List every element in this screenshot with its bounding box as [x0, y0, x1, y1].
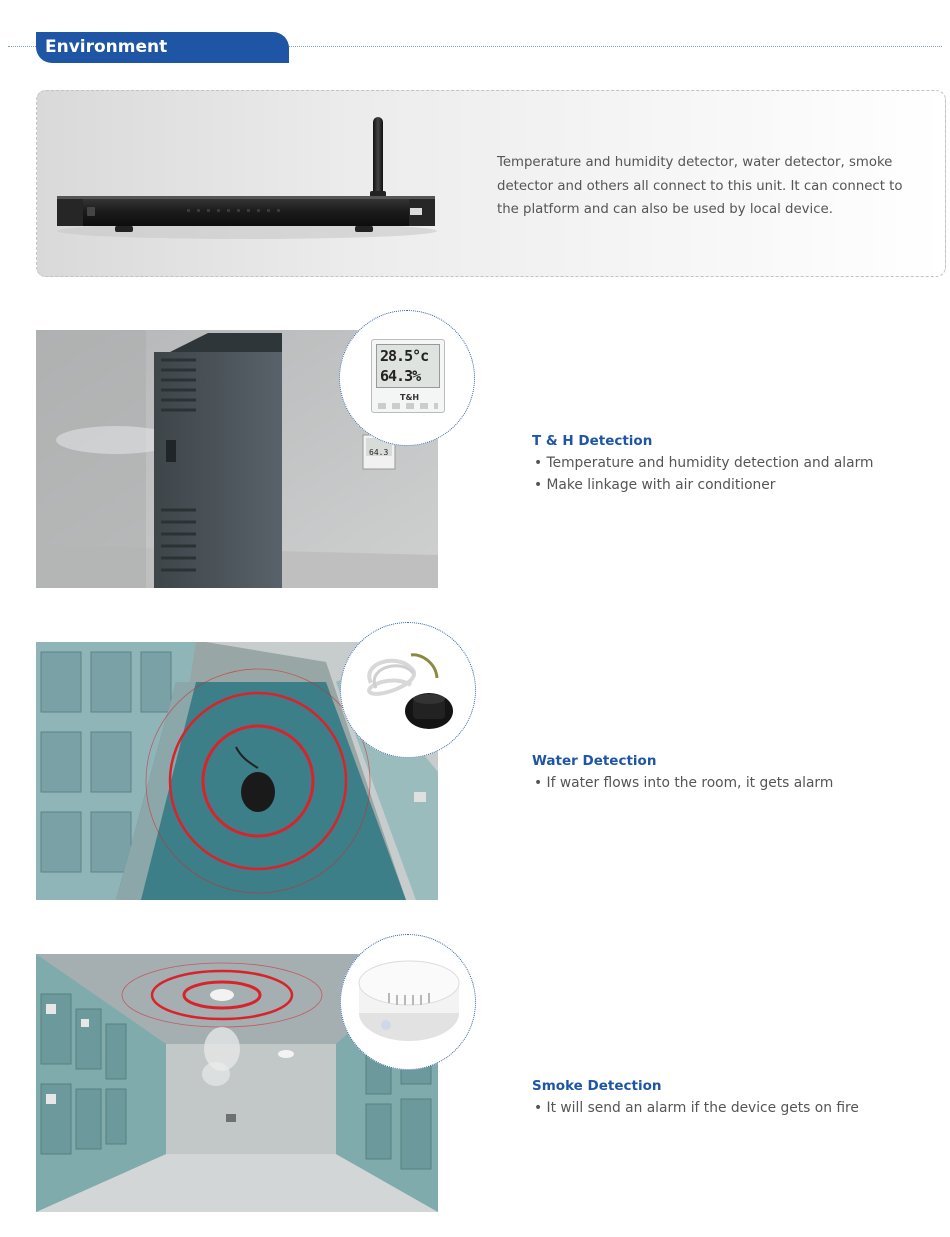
gateway-device-image — [37, 91, 457, 278]
list-item: • Temperature and humidity detection and alarm — [534, 452, 873, 474]
smoke-detection-bullets — [534, 1097, 859, 1119]
smoke-sensor-zoom — [340, 934, 476, 1070]
water-sensor-zoom — [340, 622, 476, 758]
th-humidity-reading: 64.3% — [380, 367, 421, 385]
smoke-detector-icon — [341, 935, 476, 1070]
water-detection-title: Water Detection — [532, 753, 657, 769]
th-brand-label: T&H — [400, 393, 420, 402]
th-detection-bullets — [534, 452, 873, 496]
water-detection-bullets — [534, 772, 833, 794]
th-sensor-zoom — [339, 310, 475, 446]
smoke-detection-title: Smoke Detection — [532, 1078, 662, 1094]
list-item: • Make linkage with air conditioner — [534, 474, 873, 496]
water-leak-sensor-icon — [341, 623, 476, 758]
th-sensor-buttons — [378, 403, 438, 409]
list-item: • It will send an alarm if the device gets on fire — [534, 1097, 859, 1119]
th-temperature-reading: 28.5°c — [380, 347, 429, 365]
device-description: Temperature and humidity detector, water detector, smoke detector and others all connect to this unit. It can connect to the platform and can also be used by local device. — [497, 155, 903, 217]
section-title-banner: Environment Surveillance — [36, 32, 289, 63]
th-detection-title: T & H Detection — [532, 433, 653, 449]
list-item: • If water flows into the room, it gets alarm — [534, 772, 833, 794]
device-panel — [36, 90, 946, 277]
wall-sensor-reading: 64.3 — [369, 448, 389, 457]
